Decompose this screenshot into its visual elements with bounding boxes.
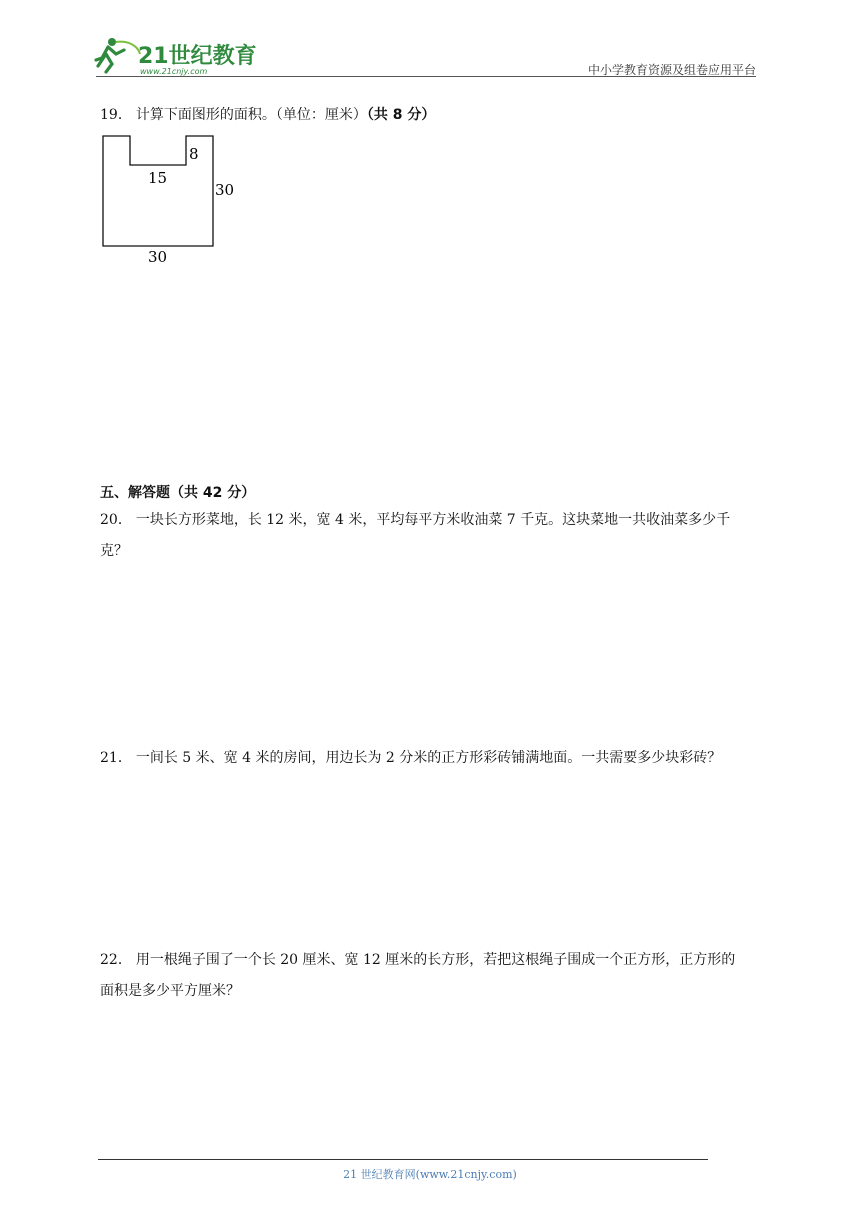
question-text: 一间长 5 米、宽 4 米的房间，用边长为 2 分米的正方形彩砖铺满地面。一共需要多少块彩砖？ <box>135 750 722 766</box>
footer-divider <box>98 1159 708 1160</box>
question-text: 计算下面图形的面积。（单位：厘米） <box>135 107 367 123</box>
notched-rectangle-figure <box>96 130 246 266</box>
question-text-continued: 面积是多少平方厘米？ <box>100 983 240 999</box>
question-text-continued: 克？ <box>100 543 128 559</box>
label-bottom: 30 <box>148 248 168 266</box>
header-platform-text: 中小学教育资源及组卷应用平台 <box>587 63 756 77</box>
header-divider <box>96 76 756 77</box>
label-notch-width: 15 <box>148 169 168 187</box>
question-number: 22． <box>100 952 132 968</box>
label-notch-depth: 8 <box>189 145 199 163</box>
question-21 <box>100 743 721 774</box>
question-number: 19． <box>100 107 132 123</box>
question-20 <box>100 505 730 567</box>
svg-text:www.21cnjy.com: www.21cnjy.com <box>140 67 208 76</box>
question-text: 用一根绳子围了一个长 20 厘米、宽 12 厘米的长方形，若把这根绳子围成一个正方形，正方形的 <box>135 952 736 968</box>
question-number: 20． <box>100 512 132 528</box>
footer-text: 21 世纪教育网(www.21cnjy.com) <box>343 1168 517 1181</box>
runner-icon <box>96 38 140 72</box>
section-title: 五、解答题（共 42 分） <box>100 485 256 501</box>
question-text: 一块长方形菜地，长 12 米，宽 4 米，平均每平方米收油菜 7 千克。这块菜地一共收油菜多少千 <box>135 512 731 528</box>
question-number: 21． <box>100 750 132 766</box>
question-score: （共 8 分） <box>366 107 436 123</box>
site-logo <box>94 36 259 78</box>
svg-text:21世纪教育: 21世纪教育 <box>138 44 257 69</box>
label-height: 30 <box>215 181 235 199</box>
question-19 <box>100 100 435 131</box>
question-22 <box>100 945 735 1007</box>
